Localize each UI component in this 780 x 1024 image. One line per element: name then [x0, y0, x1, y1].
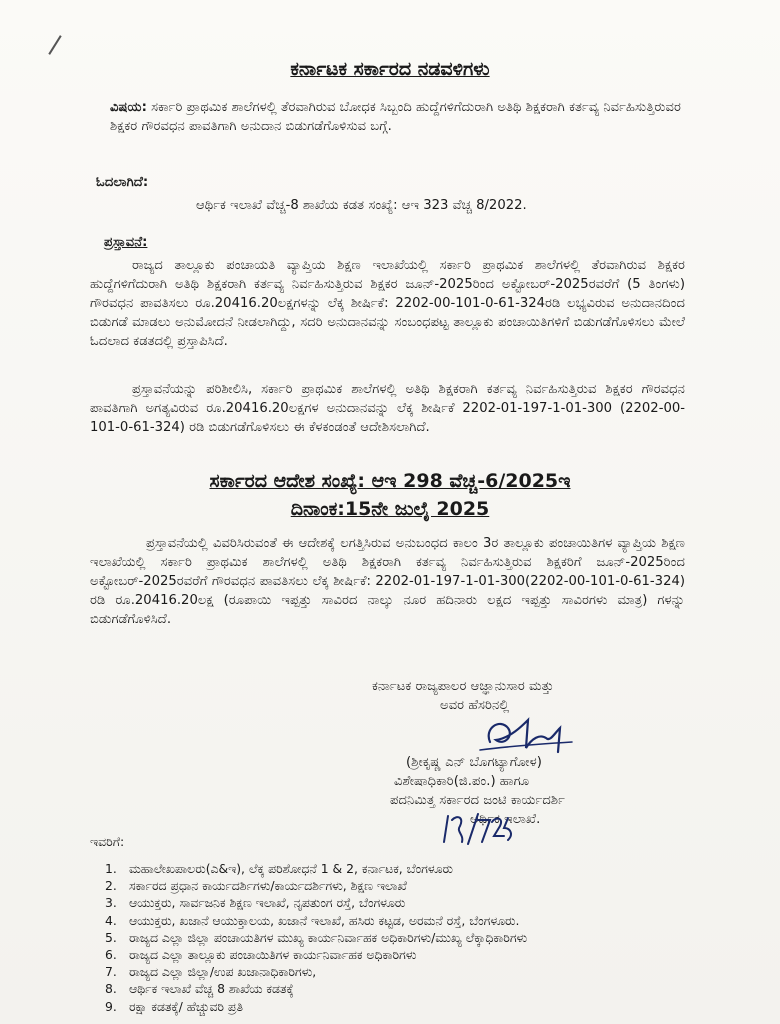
handwritten-date [438, 808, 518, 848]
pen-mark [48, 35, 61, 55]
list-item: 2. ಸರ್ಕಾರದ ಪ್ರಧಾನ ಕಾರ್ಯದರ್ಶಿಗಳು/ಕಾರ್ಯದರ್ಶಿಗಳು, ಶಿಕ್ಷಣ ಇಲಾಖೆ [105, 878, 407, 894]
subject-label: ವಿಷಯ: [110, 100, 147, 115]
list-item: 4. ಆಯುಕ್ತರು, ಖಜಾನೆ ಆಯುಕ್ತಾಲಯ, ಖಜಾನೆ ಇಲಾಖೆ, ಹಸಿರು ಕಟ್ಟಡ, ಅರಮನೆ ರಸ್ತೆ, ಬೆಂಗಳೂರು. [105, 912, 520, 928]
order-date: ದಿನಾಂಕ:15ನೇ ಜುಲೈ 2025 [290, 498, 490, 520]
subject-text: ಸರ್ಕಾರಿ ಪ್ರಾಥಮಿಕ ಶಾಲೆಗಳಲ್ಲಿ ತೆರವಾಗಿರುವ ಬೋಧಕ ಸಿಬ್ಬಂದಿ ಹುದ್ದೆಗಳಿಗೆದುರಾಗಿ ಅತಿಥಿ ಶಿಕ್ಷಕರಾಗಿ ಕರ್ತವ್ಯ ನಿರ್ವಹಿಸುತ್ತಿರುವರ ಶಿಕ್ಷಕರ ಗೌರವಧನ ಪಾವತಿಗಾಗಿ ಅನುದಾನ ಬಿಡುಗಡೆಗೊಳಿಸುವ ಬಗ್ಗೆ. [110, 100, 681, 134]
document-heading: ಕರ್ನಾಟಕ ಸರ್ಕಾರದ ನಡವಳಿಗಳು [290, 58, 490, 80]
reference-label: ಓದಲಾಗಿದೆ: [96, 175, 149, 190]
signatory-designation-1: ವಿಶೇಷಾಧಿಕಾರಿ(ಜಿ.ಪಂ.) ಹಾಗೂ [394, 774, 530, 789]
signatory-line-1: ಕರ್ನಾಟಕ ರಾಜ್ಯಪಾಲರ ಆಜ್ಞಾನುಸಾರ ಮತ್ತು [372, 679, 554, 694]
preamble-label: ಪ್ರಸ್ತಾವನೆ: [104, 235, 148, 250]
subject [110, 98, 710, 136]
order-number: ಸರ್ಕಾರದ ಆದೇಶ ಸಂಖ್ಯೆ: ಆಇ 298 ವೆಚ್ಚ-6/2025ಇ [209, 470, 571, 492]
signatory-designation-2: ಪದನಿಮಿತ್ತ ಸರ್ಕಾರದ ಜಂಟಿ ಕಾರ್ಯದರ್ಶಿ [390, 793, 565, 808]
list-item: 6. ರಾಜ್ಯದ ಎಲ್ಲಾ ತಾಲ್ಲೂಕು ಪಂಚಾಯಿತಿಗಳ ಕಾರ್ಯನಿರ್ವಾಹಕ ಅಧಿಕಾರಿಗಳು [105, 947, 417, 963]
list-item: 7. ರಾಜ್ಯದ ಎಲ್ಲಾ ಜಿಲ್ಲಾ/ಉಪ ಖಜಾನಾಧಿಕಾರಿಗಳು, [105, 964, 317, 980]
list-item: 9. ರಕ್ಷಾ ಕಡತಕ್ಕೆ/ ಹೆಚ್ಚುವರಿ ಪ್ರತಿ [105, 998, 243, 1014]
recipients-list [105, 860, 715, 1015]
list-item: 8. ಆರ್ಥಿಕ ಇಲಾಖೆ ವೆಚ್ಚ 8 ಶಾಖೆಯ ಕಡತಕ್ಕೆ [105, 981, 294, 997]
signatory-department: ಆರ್ಥಿಕ ಇಲಾಖೆ. [470, 812, 541, 827]
recipients-label: ಇವರಿಗೆ: [90, 834, 125, 849]
order-paragraph: ಪ್ರಸ್ತಾವನೆಯಲ್ಲಿ ವಿವರಿಸಿರುವಂತೆ ಈ ಆದೇಶಕ್ಕೆ ಲಗತ್ತಿಸಿರುವ ಅನುಬಂಧದ ಕಾಲಂ 3ರ ತಾಲ್ಲೂಕು ಪಂಚಾಯಿತಿಗಳ ವ್ಯಾಪ್ತಿಯ ಶಿಕ್ಷಣ ಇಲಾಖೆಯಲ್ಲಿ ಸರ್ಕಾರಿ ಪ್ರಾಥಮಿಕ ಶಾಲೆಗಳಲ್ಲಿ ಅತಿಥಿ ಶಿಕ್ಷಕರಾಗಿ ಕರ್ತವ್ಯ ನಿರ್ವಹಿಸುತ್ತಿರುವ ಶಿಕ್ಷಕರಿಗೆ ಜೂನ್-2025ರಿಂದ ಅಕ್ಟೋಬರ್-2025ರವರೆಗೆ ಗೌರವಧನ ಪಾವತಿಸಲು ಲೆಕ್ಕ ಶೀರ್ಷಿಕೆ: 2202-01-197-1-01-300(2202-00-101-0-61-324) ರಡಿ ರೂ.20416.20ಲಕ್ಷ (ರೂಪಾಯಿ ಇಪ್ಪತ್ತು ಸಾವಿರದ ನಾಲ್ಕು ನೂರ ಹದಿನಾರು ಲಕ್ಷದ ಇಪ್ಪತ್ತು ಸಾವಿರಗಳು ಮಾತ್ರ) ಗಳನ್ನು ಬಿಡುಗಡೆಗೊಳಿಸಿದೆ. [90, 536, 685, 627]
signature-image [470, 708, 580, 758]
reference-text: ಆರ್ಥಿಕ ಇಲಾಖೆ ವೆಚ್ಚ-8 ಶಾಖೆಯ ಕಡತ ಸಂಖ್ಯೆ: ಆಇ 323 ವೆಚ್ಚ 8/2022. [196, 198, 527, 213]
list-item: 1. ಮಹಾಲೇಖಪಾಲರು(ಎ&ಇ), ಲೆಕ್ಕ ಪರಿಶೋಧನೆ 1 & 2, ಕರ್ನಾಟಕ, ಬೆಂಗಳೂರು [105, 861, 453, 876]
preamble-paragraph-1: ರಾಜ್ಯದ ತಾಲ್ಲೂಕು ಪಂಚಾಯತಿ ವ್ಯಾಪ್ತಿಯ ಶಿಕ್ಷಣ ಇಲಾಖೆಯಲ್ಲಿ ಸರ್ಕಾರಿ ಪ್ರಾಥಮಿಕ ಶಾಲೆಗಳಲ್ಲಿ ತೆರವಾಗಿರುವ ಶಿಕ್ಷಕರ ಹುದ್ದೆಗಳಿಗೆದುರಾಗಿ ಅತಿಥಿ ಶಿಕ್ಷಕರಾಗಿ ಕರ್ತವ್ಯ ನಿರ್ವಹಿಸುತ್ತಿರುವ ಶಿಕ್ಷಕರ ಜೂನ್-2025ರಿಂದ ಅಕ್ಟೋಬರ್-2025ರವರೆಗೆ (5 ತಿಂಗಳು) ಗೌರವಧನ ಪಾವತಿಸಲು ರೂ.20416.20ಲಕ್ಷಗಳನ್ನು ಲೆಕ್ಕ ಶೀರ್ಷಿಕೆ: 2202-00-101-0-61-324ರಡಿ ಲಭ್ಯವಿರುವ ಅನುದಾನದಿಂದ ಬಿಡುಗಡೆ ಮಾಡಲು ಅನುಮೋದನೆ ನೀಡಲಾಗಿದ್ದು, ಸದರಿ ಅನುದಾನವನ್ನು ಸಂಬಂಧಪಟ್ಟ ತಾಲ್ಲೂಕು ಪಂಚಾಯಿತಿಗಳಿಗೆ ಬಿಡುಗಡೆಗೊಳಿಸಲು ಮೇಲೆ ಓದಲಾದ ಕಡತದಲ್ಲಿ ಪ್ರಸ್ತಾಪಿಸಿದೆ. [90, 258, 685, 349]
signatory-line-2: ಅವರ ಹೆಸರಿನಲ್ಲಿ [440, 698, 510, 713]
list-item: 5. ರಾಜ್ಯದ ಎಲ್ಲಾ ಜಿಲ್ಲಾ ಪಂಚಾಯತಿಗಳ ಮುಖ್ಯ ಕಾರ್ಯನಿರ್ವಾಹಕ ಅಧಿಕಾರಿಗಳು/ಮುಖ್ಯ ಲೆಕ್ಕಾಧಿಕಾರಿಗಳು [105, 929, 528, 945]
preamble-paragraph-2: ಪ್ರಸ್ತಾವನೆಯನ್ನು ಪರಿಶೀಲಿಸಿ, ಸರ್ಕಾರಿ ಪ್ರಾಥಮಿಕ ಶಾಲೆಗಳಲ್ಲಿ ಅತಿಥಿ ಶಿಕ್ಷಕರಾಗಿ ಕರ್ತವ್ಯ ನಿರ್ವಹಿಸುತ್ತಿರುವ ಶಿಕ್ಷಕರ ಗೌರವಧನ ಪಾವತಿಗಾಗಿ ಅಗತ್ಯವಿರುವ ರೂ.20416.20ಲಕ್ಷಗಳ ಅನುದಾನವನ್ನು ಲೆಕ್ಕ ಶೀರ್ಷಿಕೆ 2202-01-197-1-01-300 (2202-00-101-0-61-324) ರಡಿ ಬಿಡುಗಡೆಗೊಳಿಸಲು ಈ ಕೆಳಕಂಡಂತೆ ಆದೇಶಿಸಲಾಗಿದೆ. [90, 382, 685, 435]
list-item: 3. ಆಯುಕ್ತರು, ಸಾರ್ವಜನಿಕ ಶಿಕ್ಷಣ ಇಲಾಖೆ, ನೃಪತುಂಗ ರಸ್ತೆ, ಬೆಂಗಳೂರು [105, 895, 406, 911]
signatory-name: (ಶ್ರೀಕೃಷ್ಣ ಎನ್ ಬೊಗಟ್ಯಾಗೋಳ) [406, 755, 542, 770]
